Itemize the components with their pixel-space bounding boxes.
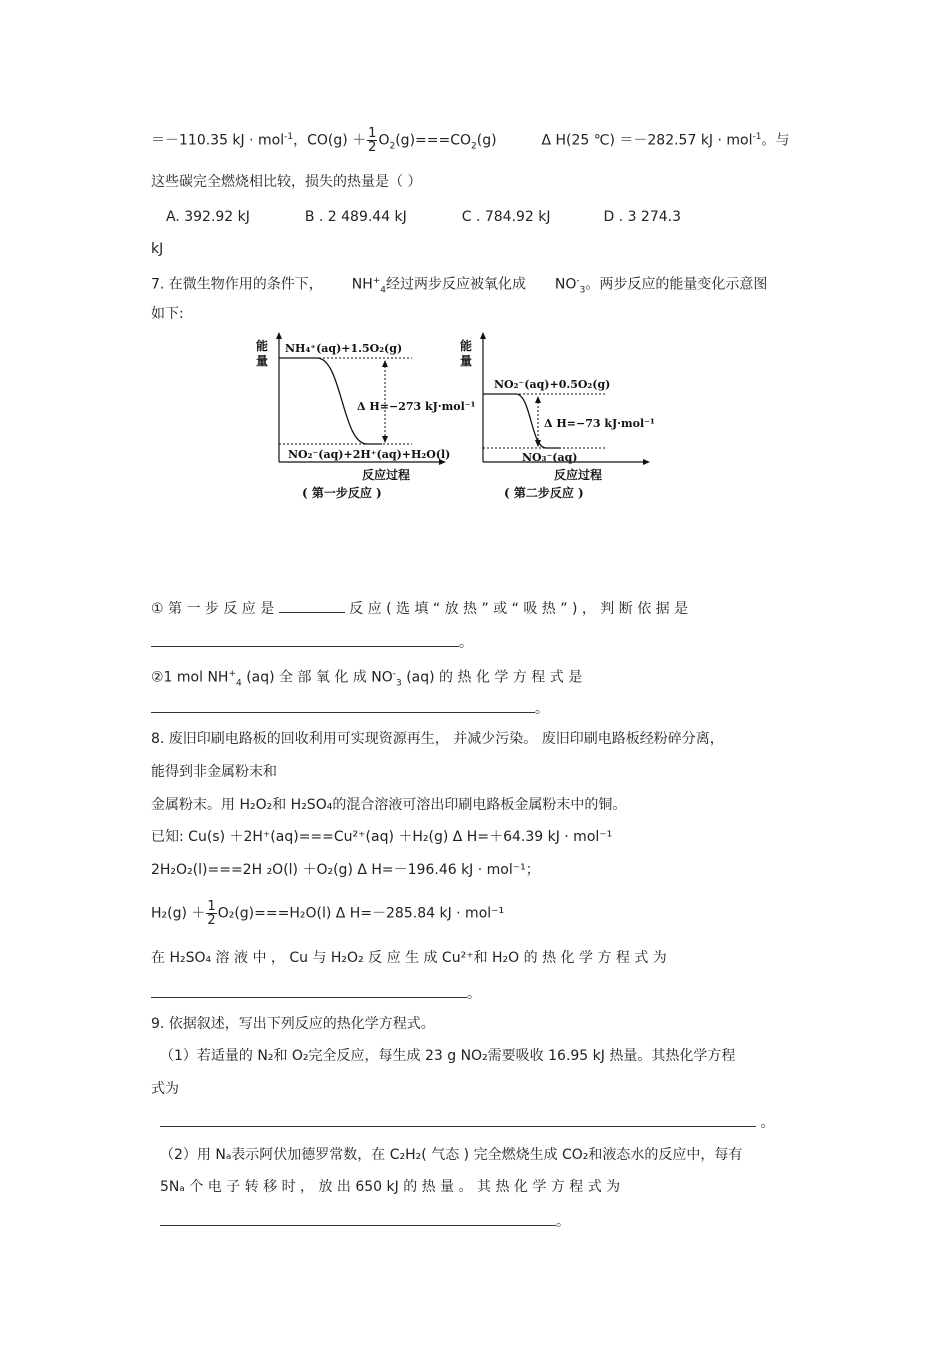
q6-eq-sup-1: -1 — [284, 132, 294, 142]
q7-sub2-answer-line — [151, 698, 549, 719]
q7-stem-nh-sup: + — [372, 276, 381, 286]
q9-part2-end: 。 — [556, 1214, 570, 1230]
q9-part2-answer-line — [160, 1211, 570, 1232]
q8-answer-end: 。 — [467, 986, 481, 1002]
q8-stem-line-2: 能得到非金属粉末和 — [151, 764, 277, 780]
step1-y-axis-arrow-icon — [276, 332, 282, 339]
q7-stem-no: NO — [554, 276, 577, 293]
q8-frac-den: 2 — [207, 913, 216, 928]
q9-part1-line-2: 式为 — [151, 1081, 179, 1097]
q6-options — [166, 207, 681, 227]
q7-sub2-blank[interactable] — [151, 698, 535, 713]
step2-energy-diagram — [456, 330, 656, 510]
step1-x-label: 反应过程 — [362, 468, 411, 482]
q7-stem-no-sub: 3 — [579, 285, 586, 296]
step2-reactant-label: NO₂⁻(aq)+0.5O₂(g) — [494, 378, 611, 391]
q7-sub2-sub2: 3 — [396, 678, 402, 689]
q7-sub1-line — [151, 598, 688, 619]
step2-y-label-1: 能 — [460, 339, 473, 353]
q6-eq-sup-2: -1 — [752, 132, 762, 142]
q7-diagram-step2 — [456, 330, 656, 514]
step1-product-label: NO₂⁻(aq)+2H⁺(aq)+H₂O(l) — [288, 448, 451, 461]
q9-part2-blank[interactable] — [160, 1211, 556, 1226]
q7-stem-line — [151, 271, 767, 300]
q9-stem: 9. 依据叙述，写出下列反应的热化学方程式。 — [151, 1016, 435, 1032]
step1-arrow-down-icon — [382, 436, 388, 443]
q7-sub1-part-b: 反 应 ( 选 填 “ 放 热 ” 或 “ 吸 热 ” ) ， 判 断 依 据 是 — [349, 601, 689, 617]
q6-eq-part-b: ，CO(g) ＋ — [293, 132, 367, 149]
q8-answer-blank[interactable] — [151, 983, 467, 998]
q6-eq-part-d: Δ H(25 ℃) ＝－282.57 kJ · mol — [541, 132, 753, 149]
q7-sub1-part-a: ① 第 一 步 反 应 是 — [151, 601, 275, 617]
step2-caption: ( 第二步反应 ) — [504, 486, 584, 500]
step2-arrow-down-icon — [535, 440, 541, 447]
q7-stem-nh-sub: 4 — [380, 285, 386, 296]
q8-answer-line — [151, 983, 481, 1004]
step1-delta-h-label: Δ H=−273 kJ·mol⁻¹ — [357, 400, 476, 413]
q6-option-c[interactable]: C . 784.92 kJ — [461, 209, 551, 225]
q7-sub1-blank-1[interactable] — [279, 598, 345, 613]
q9-part1-answer-line — [160, 1112, 774, 1133]
step2-y-label-2: 量 — [460, 354, 473, 368]
q6-eq-part-c2: (g)===CO — [395, 132, 472, 149]
q7-sub2-line — [151, 664, 582, 693]
q6-eq-part-c: O — [378, 132, 390, 149]
step2-x-axis-arrow-icon — [643, 459, 650, 465]
q7-stem-no-sup: - — [576, 276, 580, 286]
q8-question-line: 在 H₂SO₄ 溶 液 中 ， Cu 与 H₂O₂ 反 应 生 成 Cu²⁺和 H₂O 的 热 化 学 方 程 式 为 — [151, 950, 667, 966]
q9-part1-blank[interactable] — [160, 1112, 756, 1127]
q6-eq-part-e: 。与 — [761, 132, 790, 149]
step1-y-label-1: 能 — [256, 339, 269, 353]
q6-option-d[interactable]: D . 3 274.3 — [603, 209, 682, 225]
q7-sub2-sup: + — [228, 669, 236, 679]
q7-sub2-part-b: (aq) 全 部 氧 化 成 NO — [246, 669, 393, 686]
q7-sub1-answer-line — [151, 632, 473, 653]
q9-part2-line-1: （2）用 Nₐ表示阿伏加德罗常数，在 C₂H₂( 气态 ) 完全燃烧生成 CO₂和液态水的反应中，每有 — [160, 1147, 743, 1163]
q8-eq3-part-a: H₂(g) ＋ — [151, 905, 206, 922]
q7-sub2-part-c: (aq) 的 热 化 学 方 程 式 是 — [406, 669, 583, 686]
q6-frac-num: 1 — [368, 126, 377, 142]
step2-product-label: NO₃⁻(aq) — [522, 451, 578, 464]
q9-part1-line-1: （1）若适量的 N₂和 O₂完全反应，每生成 23 g NO₂需要吸收 16.95 kJ 热量。其热化学方程 — [160, 1048, 736, 1064]
step1-arrow-up-icon — [382, 360, 388, 367]
q8-stem-line-3: 金属粉末。用 H₂O₂和 H₂SO₄的混合溶液可溶出印刷电路板金属粉末中的铜。 — [151, 797, 627, 813]
q7-stem-part-3: 。两步反应的能量变化示意图 — [585, 276, 768, 293]
q8-stem-line-1: 8. 废旧印刷电路板的回收利用可实现资源再生， 并减少污染。 废旧印刷电路板经粉碎分离， — [151, 731, 724, 747]
step1-energy-diagram — [252, 330, 476, 510]
q6-frac-den: 2 — [368, 140, 377, 156]
q8-frac-num: 1 — [207, 899, 216, 914]
step2-x-label: 反应过程 — [554, 468, 603, 482]
q6-eq-part-c3: (g) — [476, 132, 497, 149]
q6-eq-part-a: ＝－110.35 kJ · mol — [151, 132, 285, 149]
step2-arrow-up-icon — [535, 396, 541, 403]
q7-stem-part-2: 经过两步反应被氧化成 — [386, 276, 526, 293]
q7-sub2-end: 。 — [535, 701, 549, 717]
q7-sub2-part-a: ②1 mol NH — [151, 669, 229, 686]
q9-part1-end: 。 — [760, 1115, 775, 1131]
q7-stem-nh: NH — [351, 276, 373, 293]
step2-y-axis-arrow-icon — [480, 332, 486, 339]
q8-equation-3 — [151, 900, 504, 927]
q6-option-b[interactable]: B . 2 489.44 kJ — [304, 209, 407, 225]
q7-stem-part-1: 7. 在微生物作用的条件下， — [151, 276, 323, 293]
q7-sub1-blank-2[interactable] — [151, 632, 459, 647]
q7-sub1-end: 。 — [459, 635, 473, 651]
q7-sub2-sub: 4 — [236, 678, 242, 689]
q7-stem-line-2: 如下: — [151, 306, 184, 322]
q9-part2-line-2: 5Nₐ 个 电 子 转 移 时 ， 放 出 650 kJ 的 热 量 。 其 热 化 学 方 程 式 为 — [160, 1179, 621, 1195]
q8-eq3-part-b: O₂(g)===H₂O(l) Δ H=－285.84 kJ · mol⁻¹ — [217, 905, 505, 922]
step1-caption: ( 第一步反应 ) — [302, 486, 382, 500]
q6-option-a[interactable]: A. 392.92 kJ — [166, 209, 250, 225]
step1-y-label-2: 量 — [256, 354, 269, 368]
q6-option-d-unit: kJ — [151, 241, 164, 257]
q6-question-line: 这些碳完全燃烧相比较，损失的热量是（ ） — [151, 174, 422, 190]
q6-equation-line: ＝－110.35 kJ · mol$^{-1}$，CO(g) ＋ $\frac{1}{2}$ $O_2(g)===CO_2(g)$ Δ H(25 ℃) ＝－282.57 kJ · mol$^{-1}$。与 — [151, 126, 790, 156]
q7-diagram-step1 — [252, 330, 476, 514]
q8-fraction — [206, 900, 216, 927]
step1-reactant-label: NH₄⁺(aq)+1.5O₂(g) — [285, 342, 403, 355]
q8-equation-2: 2H₂O₂(l)===2H ₂O(l) ＋O₂(g) Δ H=－196.46 kJ · mol⁻¹； — [151, 862, 540, 878]
q7-sub2-sup2: - — [392, 669, 397, 679]
q6-fraction — [367, 127, 377, 154]
q8-equation-1: 已知: Cu(s) ＋2H⁺(aq)===Cu²⁺(aq) ＋H₂(g) Δ H=＋64.39 kJ · mol⁻¹ — [151, 829, 613, 845]
step2-delta-h-label: Δ H=−73 kJ·mol⁻¹ — [544, 417, 655, 430]
